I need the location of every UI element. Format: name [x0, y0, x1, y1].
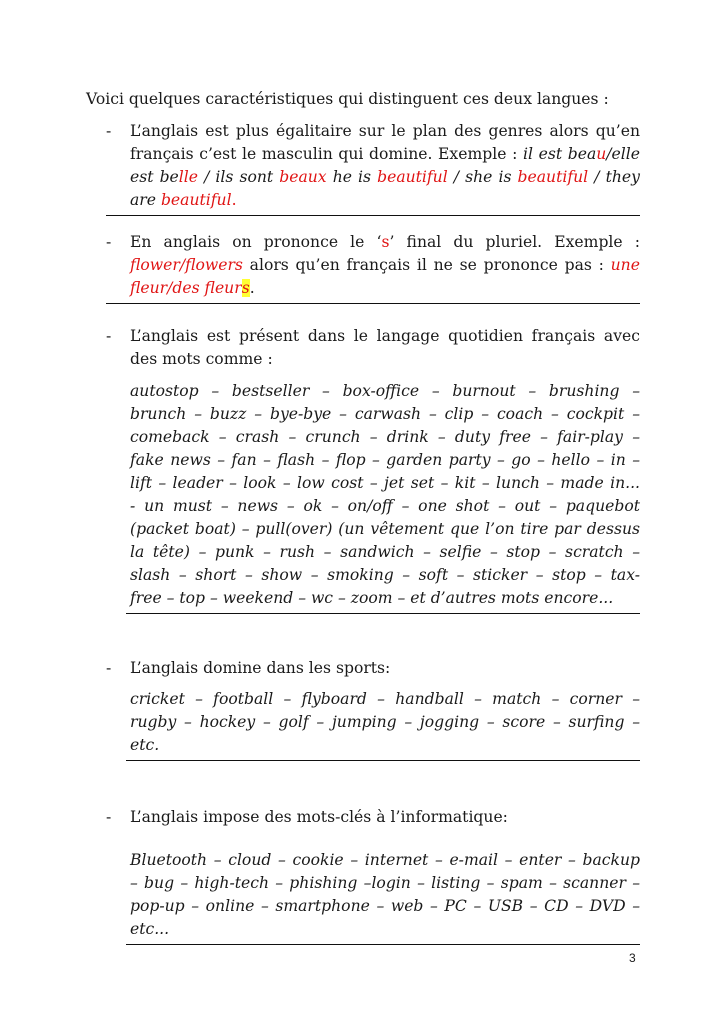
word-line: free – top – weekend – wc – zoom – et d’autres mots encore...: [130, 589, 614, 607]
list-item-plural: [106, 231, 640, 304]
word-line: slash – short – show – smoking – soft – sticker – stop – tax-: [130, 566, 640, 584]
word-line: lift – leader – look – low cost – jet set – kit – lunch – made in...: [130, 474, 640, 492]
separator-line: [126, 760, 640, 761]
word-line: comeback – crash – crunch – drink – duty free – fair-play –: [130, 428, 640, 446]
word-line: cricket – football – flyboard – handball – match – corner –: [130, 690, 640, 708]
word-line: etc.: [130, 736, 160, 754]
separator-line: [126, 613, 640, 614]
bullet-dash: -: [106, 233, 112, 251]
list-item-computing: [106, 806, 640, 945]
separator-line: [106, 303, 640, 304]
word-line: Bluetooth – cloud – cookie – internet – e-mail – enter – backup: [130, 851, 640, 869]
word-line: la tête) – punk – rush – sandwich – selfie – stop – scratch –: [130, 543, 640, 561]
word-line: brunch – buzz – bye-bye – carwash – clip – coach – cockpit –: [130, 405, 640, 423]
item-gender-text: L’anglais est plus égalitaire sur le plan des genres alors qu’en français c’est le masculin qui domine. Exemple : il est beau/elle est belle / ils sont beaux he is beautiful / she is beautiful / they are beautiful.: [130, 122, 640, 209]
word-line: fake news – fan – flash – flop – garden party – go – hello – in –: [130, 451, 640, 469]
list-item-sports: [106, 657, 640, 761]
word-line: etc...: [130, 920, 170, 938]
bullet-dash: -: [106, 122, 112, 140]
list-item-everyday: [106, 325, 640, 614]
page-number: 3: [629, 951, 636, 965]
word-line: rugby – hockey – golf – jumping – jogging – score – surfing –: [130, 713, 640, 731]
bullet-dash: -: [106, 808, 112, 826]
bullet-dash: -: [106, 327, 112, 345]
list-item-gender: [106, 120, 640, 216]
item-sports-text: L’anglais domine dans les sports:: [130, 659, 391, 677]
item-everyday-text: L’anglais est présent dans le langage quotidien français avec des mots comme :: [130, 327, 640, 368]
intro-paragraph: Voici quelques caractéristiques qui distinguent ces deux langues :: [86, 90, 609, 108]
separator-line: [106, 215, 640, 216]
word-line: - un must – news – ok – on/off – one shot – out – paquebot: [130, 497, 640, 515]
word-line: pop-up – online – smartphone – web – PC – USB – CD – DVD –: [130, 897, 640, 915]
item-computing-text: L’anglais impose des mots-clés à l’informatique:: [130, 808, 508, 826]
separator-line: [126, 944, 640, 945]
word-line: autostop – bestseller – box-office – burnout – brushing –: [130, 382, 640, 400]
word-line: (packet boat) – pull(over) (un vêtement que l’on tire par dessus: [130, 520, 640, 538]
item-plural-text: En anglais on prononce le ‘s’ final du pluriel. Exemple : flower/flowers alors qu’en français il ne se prononce pas : une fleur/des fleurs.: [130, 233, 641, 297]
sports-word-list: [106, 688, 640, 757]
bullet-dash: -: [106, 659, 112, 677]
computing-word-list: [106, 849, 640, 941]
everyday-word-list: [106, 380, 640, 610]
word-line: – bug – high-tech – phishing –login – listing – spam – scanner –: [130, 874, 640, 892]
